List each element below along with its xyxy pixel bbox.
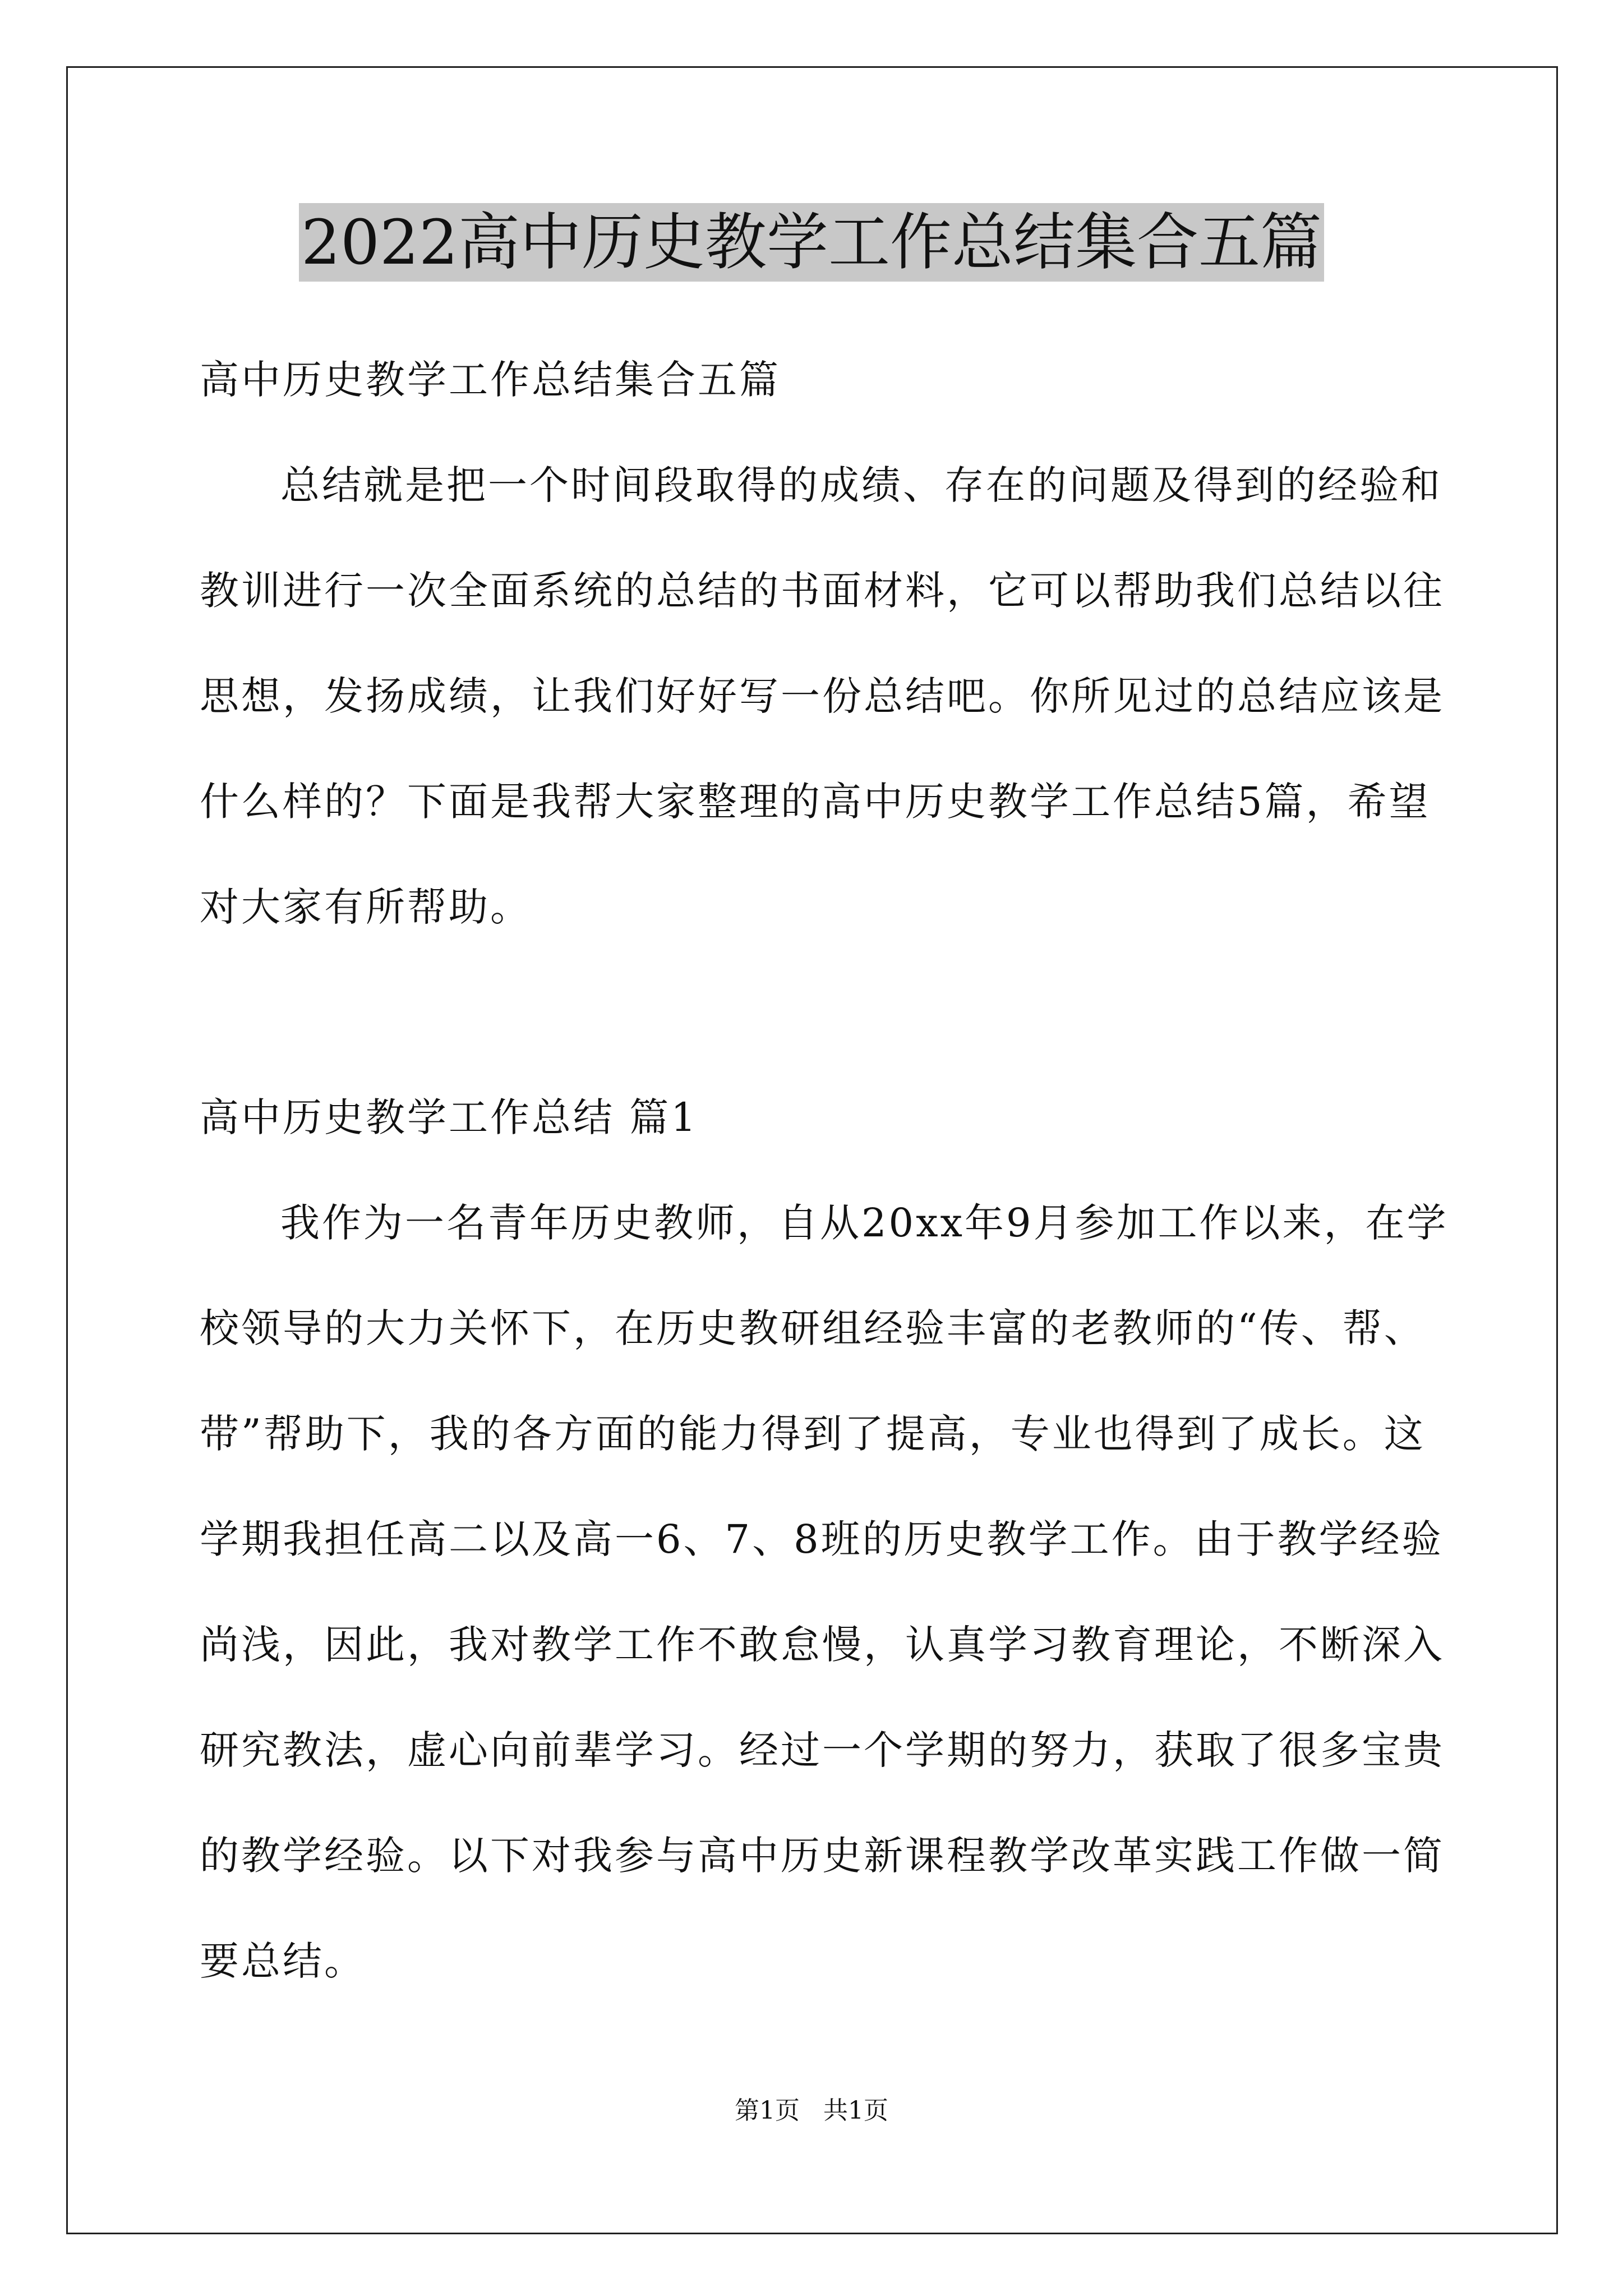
intro-line-3: 思想，发扬成绩，让我们好好写一份总结吧。你所见过的总结应该是	[200, 673, 1445, 719]
intro-line-4: 什么样的？下面是我帮大家整理的高中历史教学工作总结5篇，希望	[200, 779, 1431, 825]
intro-line-1: 总结就是把一个时间段取得的成绩、存在的问题及得到的经验和	[280, 462, 1442, 508]
section1-line-4: 学期我担任高二以及高一6、7、8班的历史教学工作。由于教学经验	[200, 1516, 1444, 1562]
section1-line-8: 要总结。	[200, 1938, 366, 1984]
page-number: 第1页 共1页	[735, 2096, 888, 2125]
page-footer	[0, 2094, 1623, 2128]
section1-line-1: 我作为一名青年历史教师，自从20xx年9月参加工作以来，在学	[280, 1200, 1449, 1246]
intro-line-2: 教训进行一次全面系统的总结的书面材料，它可以帮助我们总结以往	[200, 568, 1445, 614]
title-block	[0, 203, 1623, 282]
subtitle: 高中历史教学工作总结集合五篇	[200, 357, 781, 403]
document-title: 2022高中历史教学工作总结集合五篇	[299, 203, 1324, 282]
section1-line-5: 尚浅，因此，我对教学工作不敢怠慢，认真学习教育理论，不断深入	[200, 1622, 1445, 1668]
section1-line-3: 带”帮助下，我的各方面的能力得到了提高，专业也得到了成长。这	[200, 1411, 1426, 1457]
section-heading-1: 高中历史教学工作总结 篇1	[200, 1094, 698, 1140]
intro-line-5: 对大家有所帮助。	[200, 884, 532, 930]
section1-line-6: 研究教法，虚心向前辈学习。经过一个学期的努力，获取了很多宝贵	[200, 1727, 1445, 1773]
section1-line-2: 校领导的大力关怀下，在历史教研组经验丰富的老教师的“传、帮、	[200, 1305, 1426, 1351]
section1-line-7: 的教学经验。以下对我参与高中历史新课程教学改革实践工作做一简	[200, 1833, 1445, 1879]
